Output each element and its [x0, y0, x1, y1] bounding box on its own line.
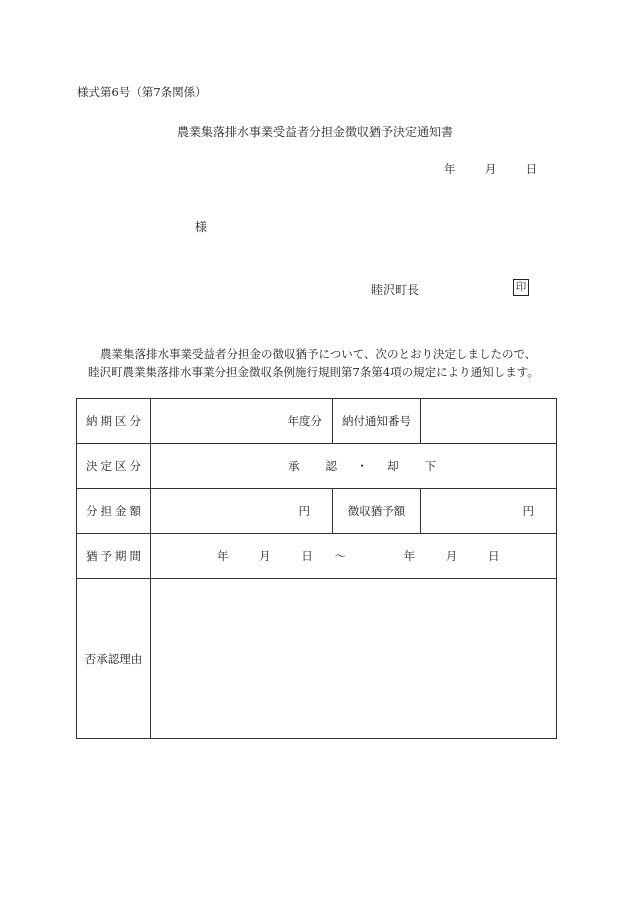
decision-approve: 承 認 [288, 459, 337, 473]
seal-mark: 印 [513, 279, 529, 296]
period-end-day: 日 [487, 549, 500, 563]
notice-line-2: 睦沢町農業集落排水事業分担金徴収条例施行規則第7条第4項の規定により通知します。 [88, 365, 539, 379]
fiscal-year-suffix: 年度分 [287, 414, 322, 428]
charge-amount-cell [151, 489, 333, 534]
period-start-month: 月 [259, 549, 271, 563]
label-notice-number: 納付通知番号 [333, 399, 421, 444]
deferral-yen-unit: 円 [522, 504, 534, 518]
notice-body [88, 345, 539, 381]
date-month: 月 [484, 162, 497, 176]
date-year: 年 [444, 162, 456, 176]
row-deferral-period [77, 534, 557, 579]
decision-dot: ・ [356, 459, 368, 473]
label-deferral-amount: 徴収猶予額 [333, 489, 421, 534]
deferral-table [76, 398, 557, 739]
deferral-period-cell [151, 534, 557, 579]
notice-line-1: 農業集落排水事業受益者分担金の徴収猶予について、次のとおり決定しましたので、 [100, 347, 537, 361]
decision-options [151, 444, 557, 489]
period-start-year: 年 [217, 549, 229, 563]
row-rejection-reason [77, 579, 557, 739]
rejection-reason-value [151, 579, 557, 739]
label-charge-amount: 分 担 金 額 [86, 504, 141, 518]
period-end-month: 月 [445, 549, 458, 563]
row-payment-period [77, 399, 557, 444]
fiscal-year-cell [151, 399, 333, 444]
decision-reject: 却 下 [387, 459, 437, 473]
charge-yen-unit: 円 [298, 504, 310, 518]
label-deferral-period: 猶 予 期 間 [86, 549, 141, 563]
date-day: 日 [525, 162, 538, 176]
row-charge-amount [77, 489, 557, 534]
document-title: 農業集落排水事業受益者分担金徴収猶予決定通知書 [176, 125, 453, 139]
notice-number-value [421, 399, 557, 444]
row-decision-type [77, 444, 557, 489]
period-start-day: 日 [301, 549, 313, 563]
period-tilde: ～ [334, 549, 346, 563]
deferral-amount-cell [421, 489, 557, 534]
label-rejection-reason: 否承認理由 [77, 579, 151, 739]
addressee-suffix: 様 [195, 220, 208, 234]
issue-date [444, 161, 537, 177]
issuer-name: 睦沢町長 [371, 283, 420, 297]
label-decision-type: 決 定 区 分 [86, 459, 141, 473]
period-end-year: 年 [403, 549, 416, 563]
form-number: 様式第6号（第7条関係） [77, 85, 207, 99]
label-payment-period: 納 期 区 分 [86, 414, 141, 428]
